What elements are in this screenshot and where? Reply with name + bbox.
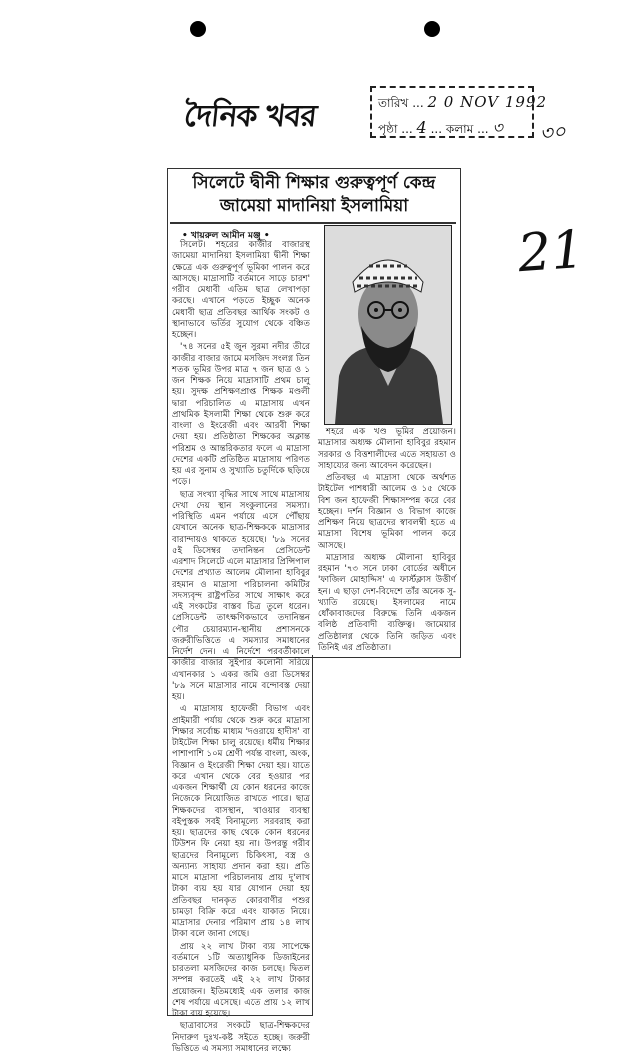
stamp-column-label: কলাম xyxy=(445,122,474,136)
article-paragraph: ছাত্রাবাসের সংকটে ছাত্র-শিক্ষকদের নিদারুণ দুঃখ-কষ্ট সইতে হচ্ছে। জরুরী ভিত্তিতে এ সমস্যা সমাধানের লক্ষ্যে xyxy=(172,1021,310,1054)
headline-line-1: সিলেটে দ্বীনী শিক্ষার গুরুত্বপূর্ণ কেন্দ্র xyxy=(192,173,436,193)
portrait-photo xyxy=(324,225,452,425)
article-column-left xyxy=(172,240,310,1054)
punch-hole-right xyxy=(424,21,440,37)
handwritten-top-note: ৩০ xyxy=(538,118,567,146)
article-paragraph: এ মাদ্রাসায় হাফেজী বিভাগ এবং প্রাইমারী পর্যায় থেকে শুরু করে মাদ্রাসা শিক্ষার সর্বোচ্চ মাধ্যম 'দওরায়ে হাদীস' বা টাইটেল শিক্ষা চালু রয়েছে। ধর্মীয় শিক্ষার পাশাপাশি ১০ম শ্রেণী পর্যন্ত বাংলা, অংক, বিজ্ঞান ও ইংরেজী শিক্ষা দেয়া হয়। যাতে করে এখান থেকে বের হওয়ার পর একজন শিক্ষার্থী যে কোন ধরনের কাজে নিজেকে নিয়োজিত রাখতে পারে। ছাত্র শিক্ষকদের বাসস্থান, খাওয়ার ব্যবস্থা বইপুস্তক সবই বিনামূল্যে সরবরাহ করা হয়। ছাত্রদের কাছ থেকে কোন ধরনের টিউশন ফি নেয়া হয় না। উপরন্তু গরীব ছাত্রদের বিনামূল্যে চিকিৎসা, বস্ত্র ও অন্যান্য সাহায্য প্রদান করা হয়। প্রতি মাসে মাদ্রাসা পরিচালনায় প্রায় দু'লাখ টাকা ব্যয় হয় যার যোগান দেয়া হয় প্রতিবছর দানকৃত কোরবাণীর পশুর চামড়া বিক্রি করে এবং যাকাত নিয়ে। মাদ্রাসার দেনার পরিমাণ প্রায় ১৪ লাখ টাকা বলে জানা গেছে। xyxy=(172,704,310,940)
punch-hole-left xyxy=(190,21,206,37)
article-paragraph: ছাত্র সংখ্যা বৃদ্ধির সাথে সাথে মাদ্রাসায় দেখা দেয় স্থান সংকুলানের সমস্যা। পরিস্থিতি এমন পর্যায়ে এসে পৌঁছায় যেখানে অনেক ছাত্র-শিক্ষককে মাদ্রাসার বারান্দায়ও থাকতে হয়েছে। '৮৯ সনের ৫ই ডিসেম্বর তদানিন্তন প্রেসিডেন্ট এরশাদ সিলেটে এলে মাদ্রাসার প্রিন্সিপাল দেশের প্রখ্যাত আলেম মৌলানা হাবিবুর রহমান ও মাদ্রাসা পরিচালনা কমিটির সদস্যবৃন্দ রাষ্ট্রপতির সাথে সাক্ষাৎ করে এই সংকটের বাস্তব চিত্র তুলে ধরেন। প্রেসিডেন্ট তাৎক্ষণিকভাবে তদানিন্তন পৌর চেয়ারম্যান-স্থানীয় প্রশাসনকে জরুরীভিত্তিতে এ সমস্যার সমাধানের নির্দেশ দেন। এ নির্দেশে পরবর্তীকালে কাজীর বাজার সুইপার কলোনী সরিয়ে এখানকার ১ একর জমি ওরা ডিসেম্বর '৮৯ সনে মাদ্রাসার নামে বন্দোবস্ত দেয়া হয়। xyxy=(172,489,310,702)
handwritten-side-number: 21 xyxy=(515,219,587,285)
headline-rule xyxy=(170,222,456,224)
stamp-date-label: তারিখ xyxy=(378,96,409,110)
article-paragraph: সিলেট। শহরের কাজীর বাজারস্থ জামেয়া মাদানিয়া ইসলামিয়া দ্বীনী শিক্ষা ক্ষেত্রে এক গুরুত্বপূর্ণ ভূমিকা পালন করে আসছে। মাদ্রাসাটি বর্তমানে সাড়ে চারশ' গরীব মেধাবী এতিম ছাত্র লেখাপড়া করছে। এখানে পড়তে ইচ্ছুক অনেক মেধাবী ছাত্র প্রতিবছর আর্থিক সংকট ও স্থানাভাবে ভর্তির সুযোগ থেকে বঞ্চিত হচ্ছেন। xyxy=(172,240,310,340)
stamp-page-value: 4 xyxy=(416,118,427,137)
headline-line-2: জামেয়া মাদানিয়া ইসলামিয়া xyxy=(219,196,409,216)
date-page-stamp: তারিখ ... 2 0 NOV 1992 পৃষ্ঠা ... 4 ... কলাম ... ৩ xyxy=(370,86,534,138)
article-paragraph: প্রতিবছর এ মাদ্রাসা থেকে অর্থশত টাইটেল পাশধারী আলেম ও ১৫ থেকে বিশ জন হাফেজী শিক্ষাসম্পন্ন করে বের হচ্ছেন। দর্শন বিজ্ঞান ও বিভাগ কাজে প্রশিক্ষণ নিয়ে ছাত্রদের স্বাবলম্বী হতে এ মাদ্রাসা বিশেষ ভূমিকা পালন করে আসছে। xyxy=(318,473,456,551)
article-paragraph: মাদ্রাসার অধ্যক্ষ মৌলানা হাবিবুর রহমান '৭৩ সনে ঢাকা বোর্ডের অধীনে 'ফাজিল মোহাদ্দিস' এ ফার্স্টক্লাস উত্তীর্ণ হন। এ ছাড়া দেশ-বিদেশে তাঁর অনেক সু-খ্যাতি রয়েছে। ইসলামের নামে ধোঁকাবাজদের বিরুদ্ধে তিনি একজন বলিষ্ঠ প্রতিবাদী ব্যক্তিত্ব। জামেয়ার প্রতিষ্ঠালগ্ন থেকে তিনি জড়িত এবং তিনিই এর প্রতিষ্ঠাতা। xyxy=(318,552,456,653)
article-column-right xyxy=(318,427,456,653)
article-headline xyxy=(172,172,456,218)
stamp-date-value: 2 0 NOV 1992 xyxy=(427,93,548,111)
article-paragraph: প্রায় ২২ লাখ টাকা ব্যয় সাপেক্ষে বর্তমানে ১টি অত্যাধুনিক ডিজাইনের চারতলা মসজিদের কাজ চলছে। দ্বিতল সম্পন্ন করতেই এই ২২ লাখ টাকার প্রয়োজন। ইতিমধ্যেই এক তলার কাজ শেষ পর্যায়ে এসেছে। এতে প্রায় ১২ লাখ টাকা ব্যয় হয়েছে। xyxy=(172,941,310,1019)
article-paragraph: '৭৪ সনের ৫ই জুন সুরমা নদীর তীরে কাজীর বাজার জামে মসজিদ সংলগ্ন তিন শতক ভূমির উপর মাত্র ৭ জন ছাত্র ও ১ জন শিক্ষক নিয়ে মাদ্রাসাটি প্রথম চালু হয়। সুদক্ষ প্রশিক্ষণপ্রাপ্ত শিক্ষক মণ্ডলী দ্বারা পরিচালিত এ মাদ্রাসায় এখন প্রাথমিক ইসলামী শিক্ষা থেকে শুরু করে বাংলা ও ইংরেজী এবং আরবী শিক্ষা দেয়া হয়। প্রতিষ্ঠাতা শিক্ষকের অক্লান্ত পরিশ্রম ও আন্তরিকতার ফলে এ মাদ্রাসা দেশের একটি প্রতিষ্ঠিত মাদ্রাসায় পরিণত হয় এর সুনাম ও সুখ্যাতি চতুর্দিকে ছড়িয়ে পড়ে। xyxy=(172,342,310,488)
stamp-page-label: পৃষ্ঠা xyxy=(378,122,398,136)
article-byline: • খায়রুল আমীন মঞ্জু • xyxy=(182,231,270,241)
newspaper-masthead: দৈনিক খবর xyxy=(182,99,318,134)
article-paragraph: শহরে এক খণ্ড ভূমির প্রয়োজন। মাদ্রাসার অধ্যক্ষ মৌলানা হাবিবুর রহমান সরকার ও বিত্তশালীদের এতে সহায়তা ও সাহায্যের জন্য আবেদন করেছেন। xyxy=(318,427,456,471)
stamp-column-value: ৩ xyxy=(492,118,503,137)
